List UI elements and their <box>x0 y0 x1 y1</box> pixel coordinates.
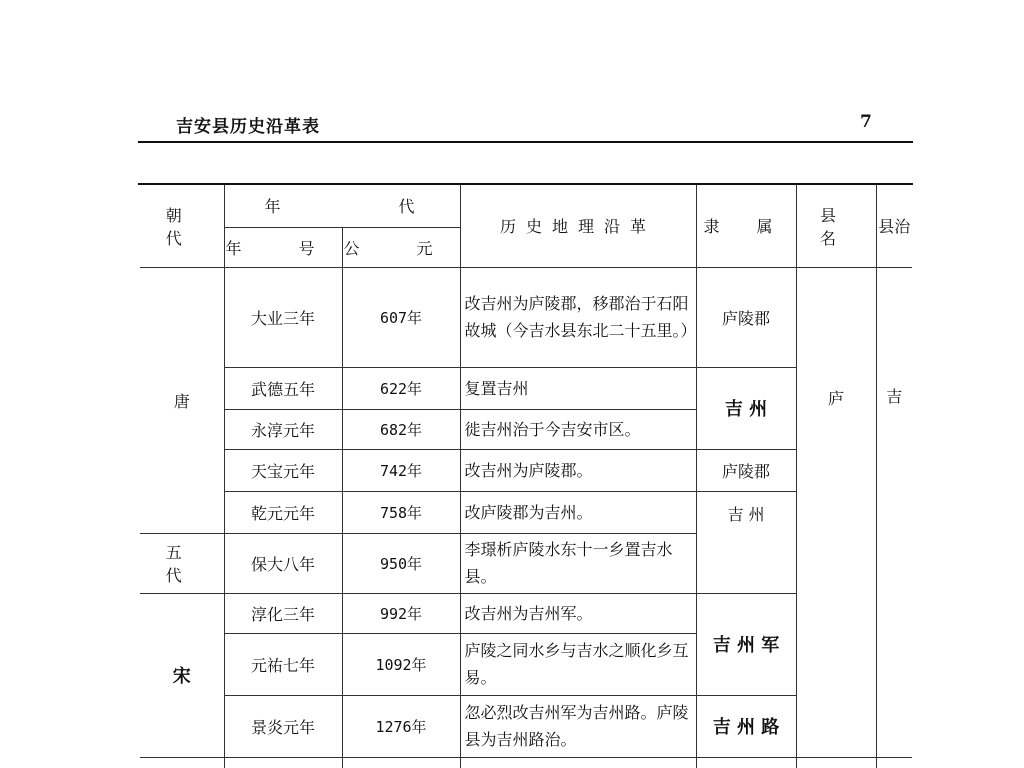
dynasty-song: 宋 <box>140 593 224 757</box>
era-cell: 大业三年 <box>224 267 342 367</box>
history-cell: 忽必烈改吉州军为吉州路。庐陵县为吉州路治。 <box>460 695 696 757</box>
affiliation-cell: 吉 州 军 <box>696 593 796 695</box>
history-cell: 改吉州为庐陵郡。 <box>460 449 696 491</box>
empty-cell <box>342 757 460 768</box>
affiliation-cell: 庐陵郡 <box>696 449 796 491</box>
page-header-title: 吉安县历史沿革表 <box>176 117 320 137</box>
header-county-name: 县 名 <box>796 185 876 267</box>
era-cell: 保大八年 <box>224 533 342 593</box>
table-row <box>140 267 912 367</box>
ad-cell: 1092年 <box>342 633 460 695</box>
header-affiliation: 隶 属 <box>696 185 796 267</box>
era-cell: 武德五年 <box>224 367 342 409</box>
history-cell: 庐陵之同水乡与吉水之顺化乡互易。 <box>460 633 696 695</box>
ad-cell: 992年 <box>342 593 460 633</box>
affiliation-cell: 吉 州 <box>696 491 796 593</box>
history-cell: 改吉州为吉州军。 <box>460 593 696 633</box>
ad-cell: 758年 <box>342 491 460 533</box>
empty-cell <box>696 757 796 768</box>
era-cell: 淳化三年 <box>224 593 342 633</box>
table-row <box>140 757 912 768</box>
history-cell: 徙吉州治于今吉安市区。 <box>460 409 696 449</box>
history-cell: 改庐陵郡为吉州。 <box>460 491 696 533</box>
header-history: 历史地理沿革 <box>460 185 696 267</box>
history-cell: 复置吉州 <box>460 367 696 409</box>
ad-cell: 742年 <box>342 449 460 491</box>
header-era-group: 年 代 <box>224 185 460 227</box>
ad-cell: 622年 <box>342 367 460 409</box>
era-cell: 景炎元年 <box>224 695 342 757</box>
ad-cell: 607年 <box>342 267 460 367</box>
header-dynasty: 朝 代 <box>140 185 224 267</box>
ad-cell: 950年 <box>342 533 460 593</box>
header-era-name: 年 号 <box>224 227 342 267</box>
header-ad: 公 元 <box>342 227 460 267</box>
history-cell: 李璟析庐陵水东十一乡置吉水县。 <box>460 533 696 593</box>
header-rule <box>138 141 913 143</box>
county-seat-cell: 吉 <box>876 267 912 757</box>
affiliation-cell: 庐陵郡 <box>696 267 796 367</box>
affiliation-cell: 吉 州 路 <box>696 695 796 757</box>
history-table <box>140 185 912 768</box>
era-cell: 天宝元年 <box>224 449 342 491</box>
ad-cell: 1276年 <box>342 695 460 757</box>
ad-cell: 682年 <box>342 409 460 449</box>
era-cell: 永淳元年 <box>224 409 342 449</box>
history-cell: 改吉州为庐陵郡，移郡治于石阳故城（今吉水县东北二十五里。） <box>460 267 696 367</box>
page-number: 7 <box>860 112 872 132</box>
dynasty-tang: 唐 <box>140 267 224 533</box>
empty-cell <box>796 757 876 768</box>
county-name-cell: 庐 <box>796 267 876 757</box>
era-cell: 元祐七年 <box>224 633 342 695</box>
empty-cell <box>224 757 342 768</box>
empty-cell <box>460 757 696 768</box>
era-cell: 乾元元年 <box>224 491 342 533</box>
history-table-container <box>140 185 912 768</box>
header-county-seat: 县治 <box>876 185 912 267</box>
empty-cell <box>140 757 224 768</box>
empty-cell <box>876 757 912 768</box>
dynasty-wudai: 五 代 <box>140 533 224 593</box>
affiliation-cell: 吉 州 <box>696 367 796 449</box>
